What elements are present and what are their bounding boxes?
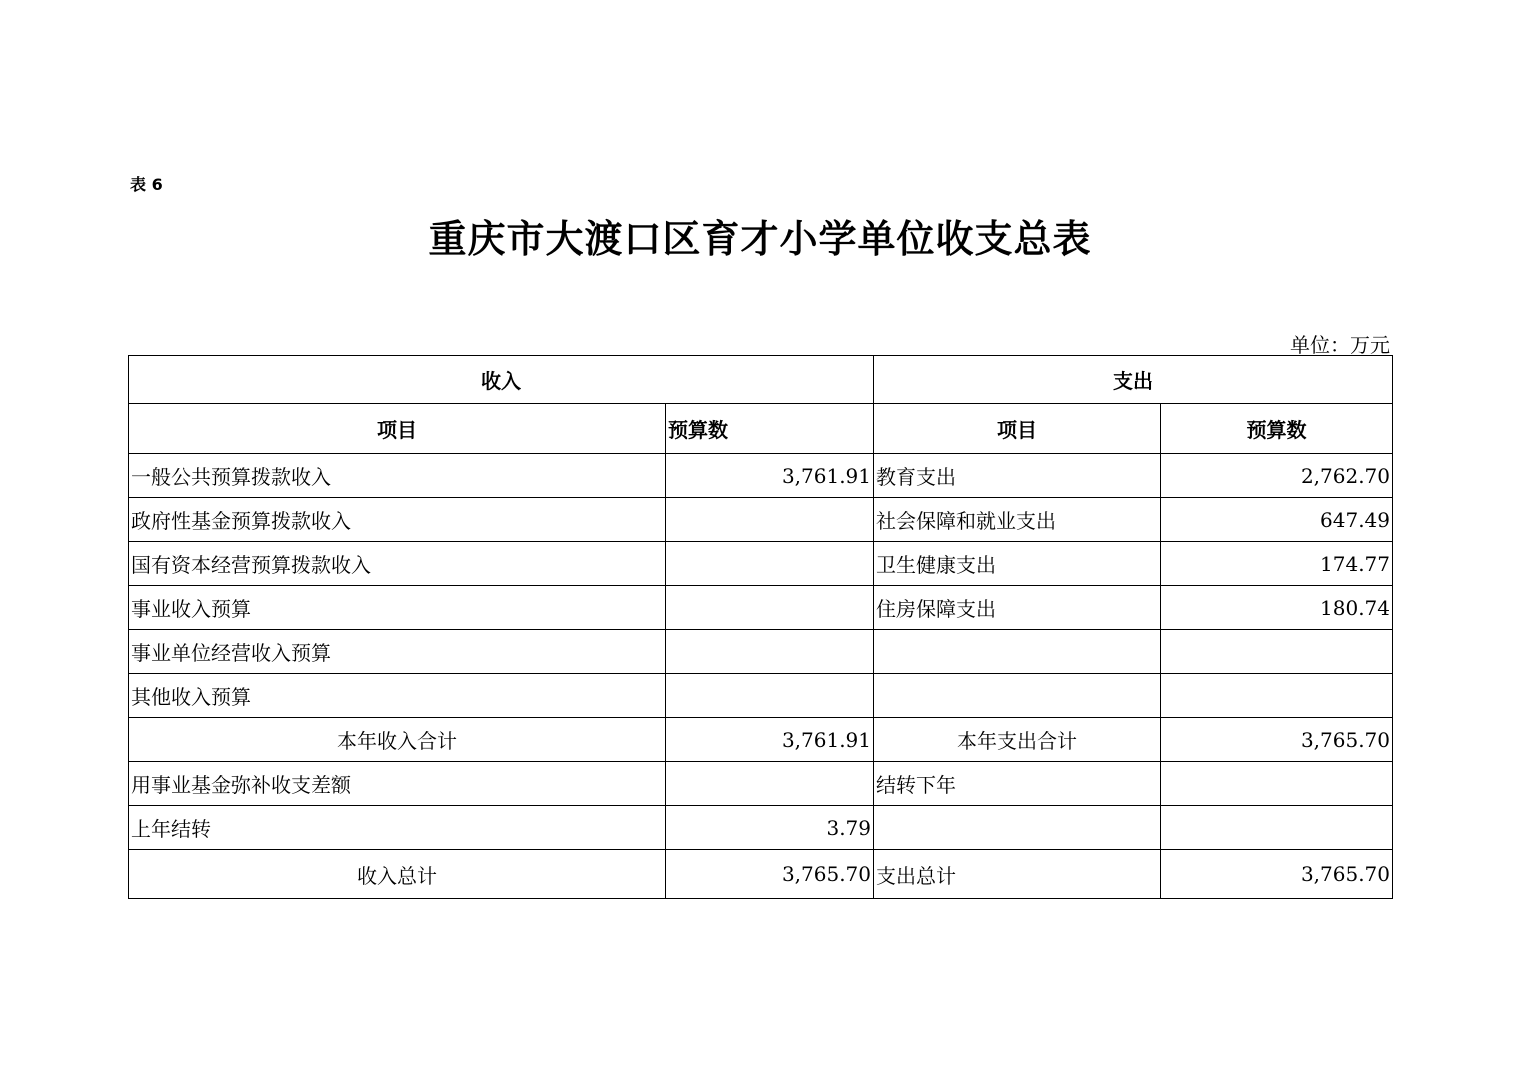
subtotal-row (129, 718, 1393, 762)
expense-budget-header: 预算数 (1161, 404, 1393, 454)
table-row (129, 762, 1393, 806)
expense-item-header: 项目 (874, 404, 1161, 454)
expense-value (1161, 630, 1393, 674)
table-row (129, 498, 1393, 542)
expense-value (1161, 762, 1393, 806)
grand-total-row (129, 850, 1393, 899)
table-row (129, 674, 1393, 718)
table-row (129, 542, 1393, 586)
expense-value: 174.77 (1161, 542, 1393, 586)
income-total-value: 3,765.70 (666, 850, 874, 899)
expense-item (874, 674, 1161, 718)
expense-item: 教育支出 (874, 454, 1161, 498)
income-total-label: 收入总计 (129, 850, 666, 899)
table-header-row (129, 356, 1393, 404)
expense-value: 2,762.70 (1161, 454, 1393, 498)
income-item: 国有资本经营预算拨款收入 (129, 542, 666, 586)
unit-note: 单位：万元 (1290, 333, 1390, 357)
expense-item: 社会保障和就业支出 (874, 498, 1161, 542)
income-value (666, 542, 874, 586)
expense-total-value: 3,765.70 (1161, 850, 1393, 899)
expense-section-header: 支出 (874, 356, 1393, 404)
income-subtotal-label: 本年收入合计 (129, 718, 666, 762)
table-row (129, 806, 1393, 850)
income-section-header: 收入 (129, 356, 874, 404)
expense-subtotal-value: 3,765.70 (1161, 718, 1393, 762)
budget-summary-table (128, 355, 1393, 899)
table-row (129, 454, 1393, 498)
expense-value (1161, 674, 1393, 718)
expense-item: 卫生健康支出 (874, 542, 1161, 586)
income-item: 用事业基金弥补收支差额 (129, 762, 666, 806)
income-value (666, 586, 874, 630)
income-item: 一般公共预算拨款收入 (129, 454, 666, 498)
expense-value (1161, 806, 1393, 850)
income-value (666, 498, 874, 542)
expense-item: 住房保障支出 (874, 586, 1161, 630)
income-value: 3.79 (666, 806, 874, 850)
income-item: 事业收入预算 (129, 586, 666, 630)
page-title: 重庆市大渡口区育才小学单位收支总表 (428, 217, 1092, 261)
expense-value: 180.74 (1161, 586, 1393, 630)
income-item: 政府性基金预算拨款收入 (129, 498, 666, 542)
table-row (129, 586, 1393, 630)
income-item: 事业单位经营收入预算 (129, 630, 666, 674)
expense-value: 647.49 (1161, 498, 1393, 542)
income-value: 3,761.91 (666, 454, 874, 498)
expense-item (874, 630, 1161, 674)
income-value (666, 674, 874, 718)
expense-subtotal-label: 本年支出合计 (874, 718, 1161, 762)
expense-total-label: 支出总计 (874, 850, 1161, 899)
table-subheader-row (129, 404, 1393, 454)
income-value (666, 762, 874, 806)
expense-item (874, 806, 1161, 850)
income-item: 其他收入预算 (129, 674, 666, 718)
income-item-header: 项目 (129, 404, 666, 454)
income-subtotal-value: 3,761.91 (666, 718, 874, 762)
expense-item: 结转下年 (874, 762, 1161, 806)
income-budget-header: 预算数 (666, 404, 874, 454)
income-value (666, 630, 874, 674)
table-row (129, 630, 1393, 674)
income-item: 上年结转 (129, 806, 666, 850)
table-number-label: 表 6 (130, 175, 163, 194)
